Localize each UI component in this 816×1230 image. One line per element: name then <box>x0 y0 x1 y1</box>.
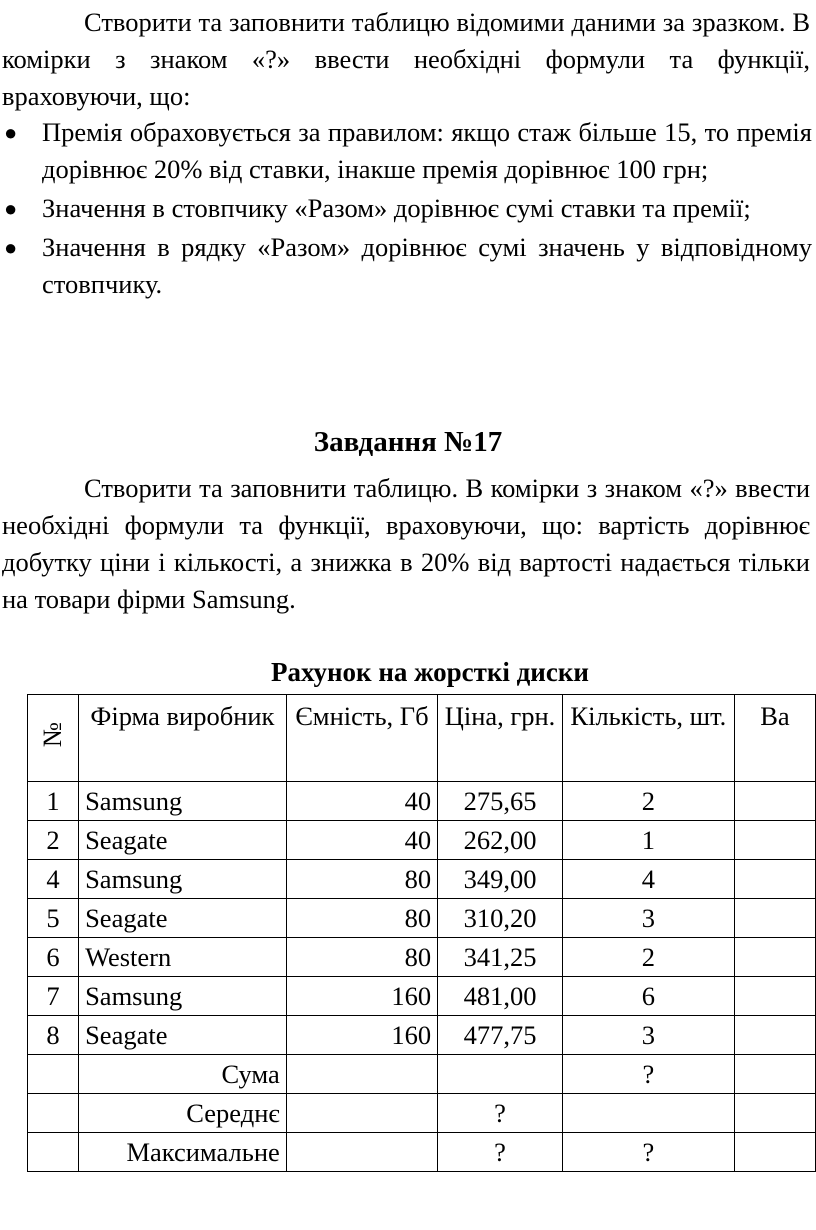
task-heading: Завдання №17 <box>313 426 503 458</box>
summary-capacity <box>286 1055 437 1094</box>
cell-price: 275,65 <box>438 782 563 821</box>
list-item <box>0 114 812 188</box>
cell-capacity: 160 <box>286 1016 437 1055</box>
cell-manufacturer: Samsung <box>79 860 287 899</box>
cell-cost <box>734 782 815 821</box>
cell-number: 4 <box>28 860 79 899</box>
cell-manufacturer: Western <box>79 938 287 977</box>
header-price: Ціна, грн. <box>438 695 563 782</box>
cell-capacity: 160 <box>286 977 437 1016</box>
summary-price: ? <box>438 1094 563 1133</box>
summary-quantity <box>562 1094 734 1133</box>
summary-label: Максимальне <box>79 1133 287 1172</box>
summary-price <box>438 1055 563 1094</box>
cell-price: 310,20 <box>438 899 563 938</box>
cell-quantity: 2 <box>562 938 734 977</box>
cell-empty <box>28 1055 79 1094</box>
cell-empty <box>28 1094 79 1133</box>
table-header-row <box>28 695 816 782</box>
cell-number: 5 <box>28 899 79 938</box>
summary-price: ? <box>438 1133 563 1172</box>
cell-quantity: 6 <box>562 977 734 1016</box>
cell-quantity: 4 <box>562 860 734 899</box>
summary-row-sum <box>28 1055 816 1094</box>
cell-cost <box>734 860 815 899</box>
cell-number: 2 <box>28 821 79 860</box>
cell-quantity: 3 <box>562 1016 734 1055</box>
cell-cost <box>734 821 815 860</box>
table-row <box>28 938 816 977</box>
bullet-text: Значення в рядку «Разом» дорівнює сумі значень у відповідному стовпчику. <box>42 232 812 299</box>
cell-number: 1 <box>28 782 79 821</box>
cell-manufacturer: Samsung <box>79 782 287 821</box>
cell-price: 481,00 <box>438 977 563 1016</box>
bullet-text: Премія обраховується за правилом: якщо стаж більше 15, то премія дорівнює 20% від ставки, інакше премія дорівнює 100 грн; <box>42 117 812 184</box>
cell-manufacturer: Seagate <box>79 1016 287 1055</box>
table-title: Рахунок на жорсткі диски <box>271 657 589 687</box>
header-cost: Ва <box>734 695 815 782</box>
cell-capacity: 80 <box>286 899 437 938</box>
table-row <box>28 821 816 860</box>
requirements-list <box>0 114 812 305</box>
list-item <box>0 190 812 227</box>
summary-row-average <box>28 1094 816 1133</box>
summary-capacity <box>286 1094 437 1133</box>
cell-cost <box>734 899 815 938</box>
cell-number: 6 <box>28 938 79 977</box>
bullet-icon: ● <box>4 120 18 145</box>
bullet-icon: ● <box>4 235 18 260</box>
summary-quantity: ? <box>562 1055 734 1094</box>
cell-capacity: 80 <box>286 938 437 977</box>
bullet-icon: ● <box>4 196 18 221</box>
cell-manufacturer: Samsung <box>79 977 287 1016</box>
cell-manufacturer: Seagate <box>79 821 287 860</box>
cell-cost <box>734 938 815 977</box>
cell-price: 341,25 <box>438 938 563 977</box>
cell-empty <box>734 1055 815 1094</box>
summary-label: Середнє <box>79 1094 287 1133</box>
intro-paragraph: Створити та заповнити таблицю відомими даними за зразком. В комірки з знаком «?» ввести необхідні формули та функції, враховуючи, що: <box>2 7 810 111</box>
table-row <box>28 782 816 821</box>
table-row <box>28 1016 816 1055</box>
header-quantity: Кількість, шт. <box>562 695 734 782</box>
invoice-table <box>27 694 816 1172</box>
cell-price: 262,00 <box>438 821 563 860</box>
cell-price: 349,00 <box>438 860 563 899</box>
cell-capacity: 40 <box>286 821 437 860</box>
cell-number: 8 <box>28 1016 79 1055</box>
summary-label: Сума <box>79 1055 287 1094</box>
cell-empty <box>734 1094 815 1133</box>
header-manufacturer: Фірма виробник <box>79 695 287 782</box>
header-capacity: Ємність, Гб <box>286 695 437 782</box>
summary-row-max <box>28 1133 816 1172</box>
header-number: № <box>28 695 79 782</box>
cell-number: 7 <box>28 977 79 1016</box>
cell-cost <box>734 977 815 1016</box>
cell-capacity: 80 <box>286 860 437 899</box>
cell-manufacturer: Seagate <box>79 899 287 938</box>
bullet-text: Значення в стовпчику «Разом» дорівнює сумі ставки та премії; <box>42 193 751 223</box>
table-row <box>28 977 816 1016</box>
list-item <box>0 229 812 303</box>
cell-capacity: 40 <box>286 782 437 821</box>
cell-empty <box>734 1133 815 1172</box>
cell-quantity: 1 <box>562 821 734 860</box>
summary-capacity <box>286 1133 437 1172</box>
cell-quantity: 3 <box>562 899 734 938</box>
table-row <box>28 860 816 899</box>
cell-quantity: 2 <box>562 782 734 821</box>
task-paragraph: Створити та заповнити таблицю. В комірки з знаком «?» ввести необхідні формули та функції, враховуючи, що: вартість дорівнює добутку ціни і кількості, а знижка в 20% від вартості надається тільки на товари фірми Samsung. <box>2 473 810 614</box>
cell-cost <box>734 1016 815 1055</box>
cell-price: 477,75 <box>438 1016 563 1055</box>
table-row <box>28 899 816 938</box>
cell-empty <box>28 1133 79 1172</box>
summary-quantity: ? <box>562 1133 734 1172</box>
